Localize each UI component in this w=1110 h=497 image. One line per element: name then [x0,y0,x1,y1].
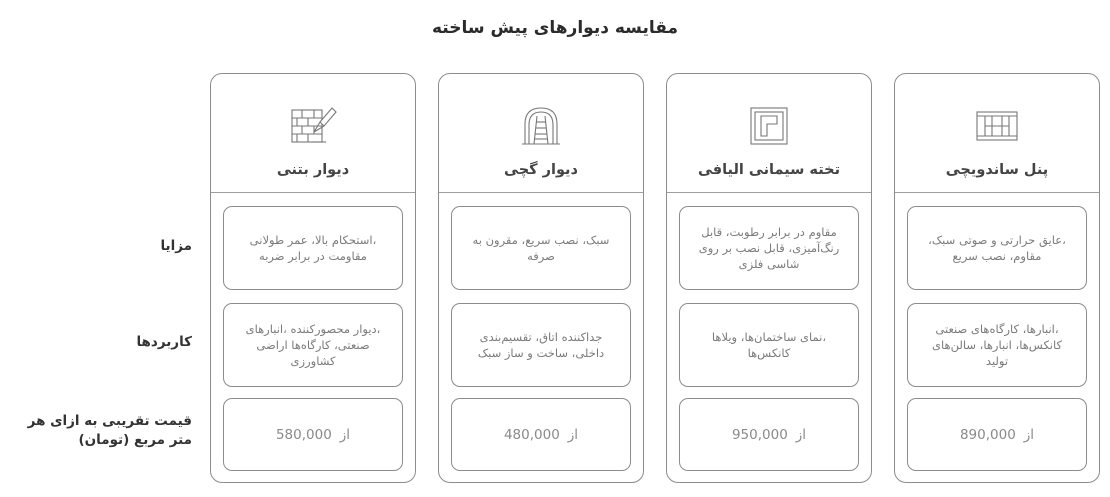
price-value: 890,000 [959,426,1016,443]
row-label-price-line1: قیمت تقریبی به ازای هر [27,413,192,429]
card-fiber-cement-board [666,73,872,483]
price-prefix: از [567,426,579,443]
ladder-arch-icon [516,104,566,148]
card-title: تخته سیمانی الیافی [697,162,841,178]
card-concrete-wall [210,73,416,483]
uses-cell: ،نمای ساختمان‌ها، ویلاها کانکس‌ها [679,303,859,387]
price-value: 580,000 [275,426,332,443]
card-gypsum-wall [438,73,644,483]
benefits-cell: مقاوم در برابر رطوبت، قابل رنگ‌آمیزی، قابل نصب بر روی شاسی فلزی [679,206,859,290]
row-label-benefits: مزایا [160,238,192,254]
card-header [211,74,415,193]
price-cell [451,398,631,471]
panel-frame-icon [744,104,794,148]
card-header [895,74,1099,193]
row-label-uses: کاربردها [136,334,192,350]
price-value: 480,000 [503,426,560,443]
card-header [439,74,643,193]
price-cell [679,398,859,471]
row-label-price [12,412,192,450]
card-sandwich-panel [894,73,1100,483]
brick-wall-trowel-icon [288,104,338,148]
price-prefix: از [339,426,351,443]
benefits-cell: ،استحکام بالا، عمر طولانی مقاومت در برابر ضربه [223,206,403,290]
card-title: دیوار گچی [504,162,578,178]
price-prefix: از [1023,426,1035,443]
sandwich-panel-icon [972,104,1022,148]
benefits-cell: سبک، نصب سریع، مقرون به صرفه [451,206,631,290]
page-title: مقایسه دیوارهای پیش ساخته [432,18,678,38]
card-title: دیوار بتنی [276,162,350,178]
uses-cell: جداکننده اتاق، تقسیم‌بندی داخلی، ساخت و ساز سبک [451,303,631,387]
uses-cell: ،دیوار محصورکننده ،انبارهای صنعتی، کارگاه‌ها اراضی کشاورزی [223,303,403,387]
benefits-cell: ،عایق حرارتی و صوتی سبک، مقاوم، نصب سریع [907,206,1087,290]
row-label-price-line2: متر مربع (تومان) [78,432,192,448]
price-value: 950,000 [731,426,788,443]
uses-cell: ،انبارها، کارگاه‌های صنعتی کانکس‌ها، انبارها، سالن‌های تولید [907,303,1087,387]
card-title: پنل ساندویچی [945,162,1049,178]
card-header [667,74,871,193]
price-prefix: از [795,426,807,443]
price-cell [223,398,403,471]
price-cell [907,398,1087,471]
